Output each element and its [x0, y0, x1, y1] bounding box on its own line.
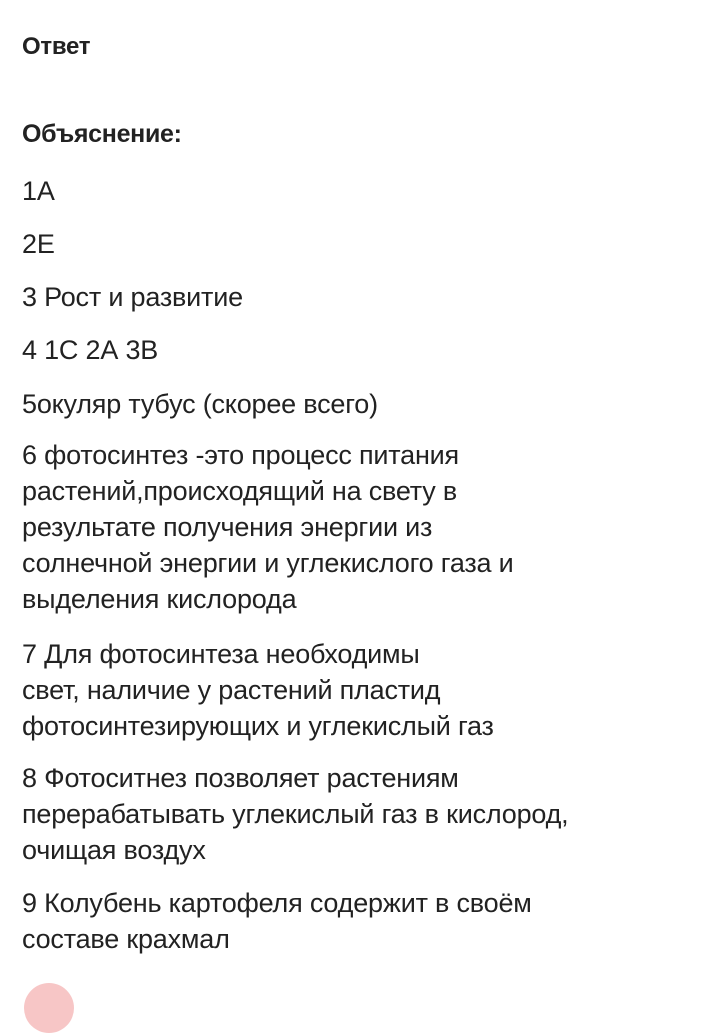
answer-item-5: 5окуляр тубус (скорее всего) [22, 389, 378, 419]
answer-item-4: 4 1С 2А 3В [22, 335, 159, 365]
answer-item-2: 2Е [22, 229, 55, 259]
answer-item-1: 1А [22, 176, 55, 206]
answer-item-7: 7 Для фотосинтеза необходимы свет, наличие у растений пластид фотосинтезирующих и углекислый газ [22, 639, 494, 741]
answer-item-3: 3 Рост и развитие [22, 282, 243, 312]
answer-item-8: 8 Фотоситнез позволяет растениям перерабатывать углекислый газ в кислород, очищая воздух [22, 763, 569, 865]
answer-heading: Ответ [22, 33, 91, 60]
explanation-heading: Объяснение: [22, 120, 182, 148]
answer-item-9: 9 Колубень картофеля содержит в своём составе крахмал [22, 888, 532, 954]
avatar[interactable] [24, 983, 74, 1033]
answer-item-6: 6 фотосинтез -это процесс питания растений,происходящий на свету в результате получения энергии из солнечной энергии и углекислого газа и выделения кислорода [22, 440, 514, 614]
